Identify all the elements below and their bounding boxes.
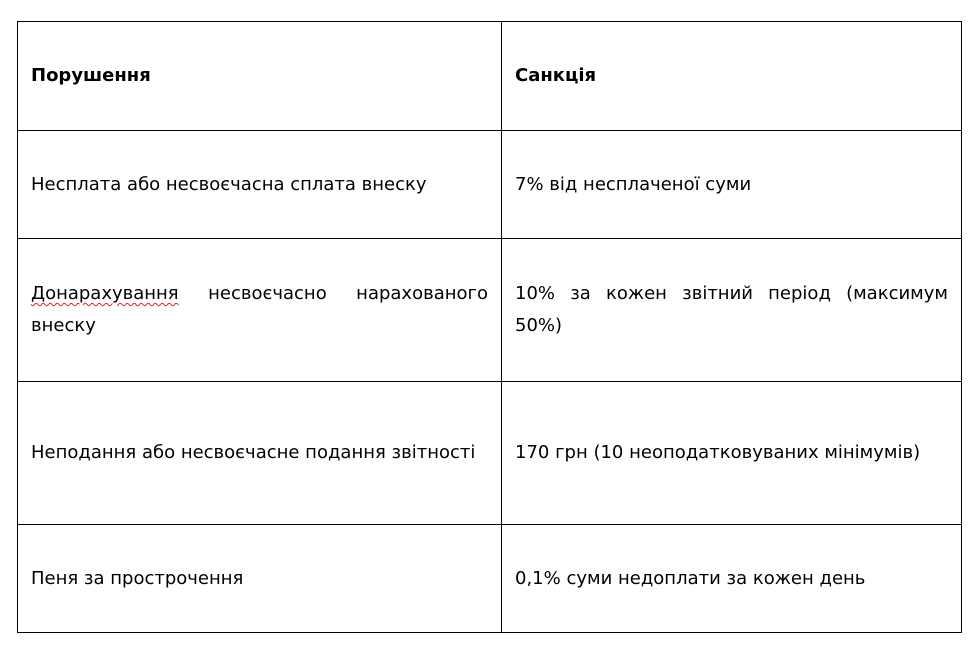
violation-cell (18, 239, 502, 382)
violation-cell: Пеня за прострочення (18, 525, 502, 633)
table-row (18, 525, 962, 633)
table-row (18, 382, 962, 525)
header-sanction: Санкція (502, 22, 962, 131)
sanction-cell: 170 грн (10 неоподатковуваних мінімумів) (502, 382, 962, 525)
violation-text-rest: несвоєчасно нарахованого внеску (31, 283, 488, 336)
table-row (18, 131, 962, 239)
sanctions-table (17, 21, 962, 633)
violation-cell: Неподання або несвоєчасне подання звітності (18, 382, 502, 525)
sanction-cell: 7% від несплаченої суми (502, 131, 962, 239)
misspelled-word: Донарахування (31, 283, 179, 304)
sanction-cell: 0,1% суми недоплати за кожен день (502, 525, 962, 633)
violation-cell: Несплата або несвоєчасна сплата внеску (18, 131, 502, 239)
table-header-row (18, 22, 962, 131)
header-violation: Порушення (18, 22, 502, 131)
sanction-cell: 10% за кожен звітний період (максимум 50%) (502, 239, 962, 382)
table-row (18, 239, 962, 382)
